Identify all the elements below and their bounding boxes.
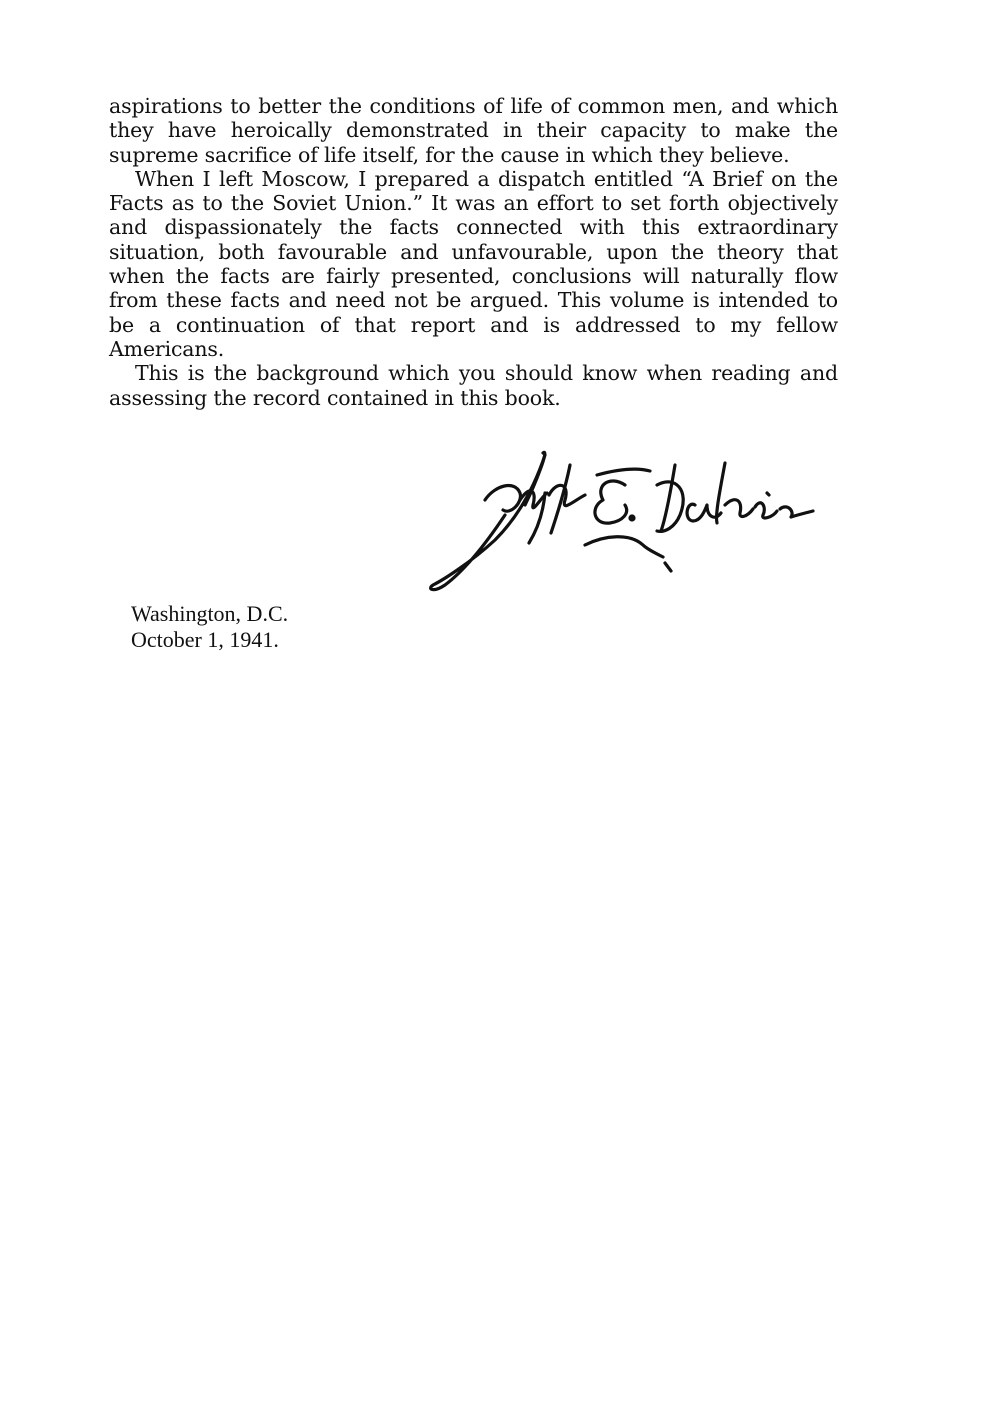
- paragraph-moscow-dispatch: When I left Moscow, I prepared a dispatch entitled “A Brief on the Facts as to the Soviet Union.” It was an effort to set forth objectively and dispassionately the facts connected with this extraordinary situation, both favourable and unfavourable, upon the theory that when the facts are fairly presented, conclusions will naturally flow from these facts and need not be argued. This volume is intended to be a continuation of that report and is addressed to my fellow Americans.: [109, 166, 838, 361]
- place: Washington, D.C.: [131, 601, 289, 626]
- signature-image: [425, 445, 825, 605]
- paragraph-continuation: aspirations to better the conditions of life of common men, and which they have heroically demonstrated in their capacity to make the supreme sacrifice of life itself, for the cause in which they believe.: [109, 94, 838, 167]
- body-text: [109, 94, 838, 410]
- paragraph-background: This is the background which you should know when reading and assessing the record contained in this book.: [109, 361, 838, 410]
- place-date-block: [131, 601, 288, 653]
- signature: [425, 445, 825, 605]
- date: October 1, 1941.: [131, 627, 279, 652]
